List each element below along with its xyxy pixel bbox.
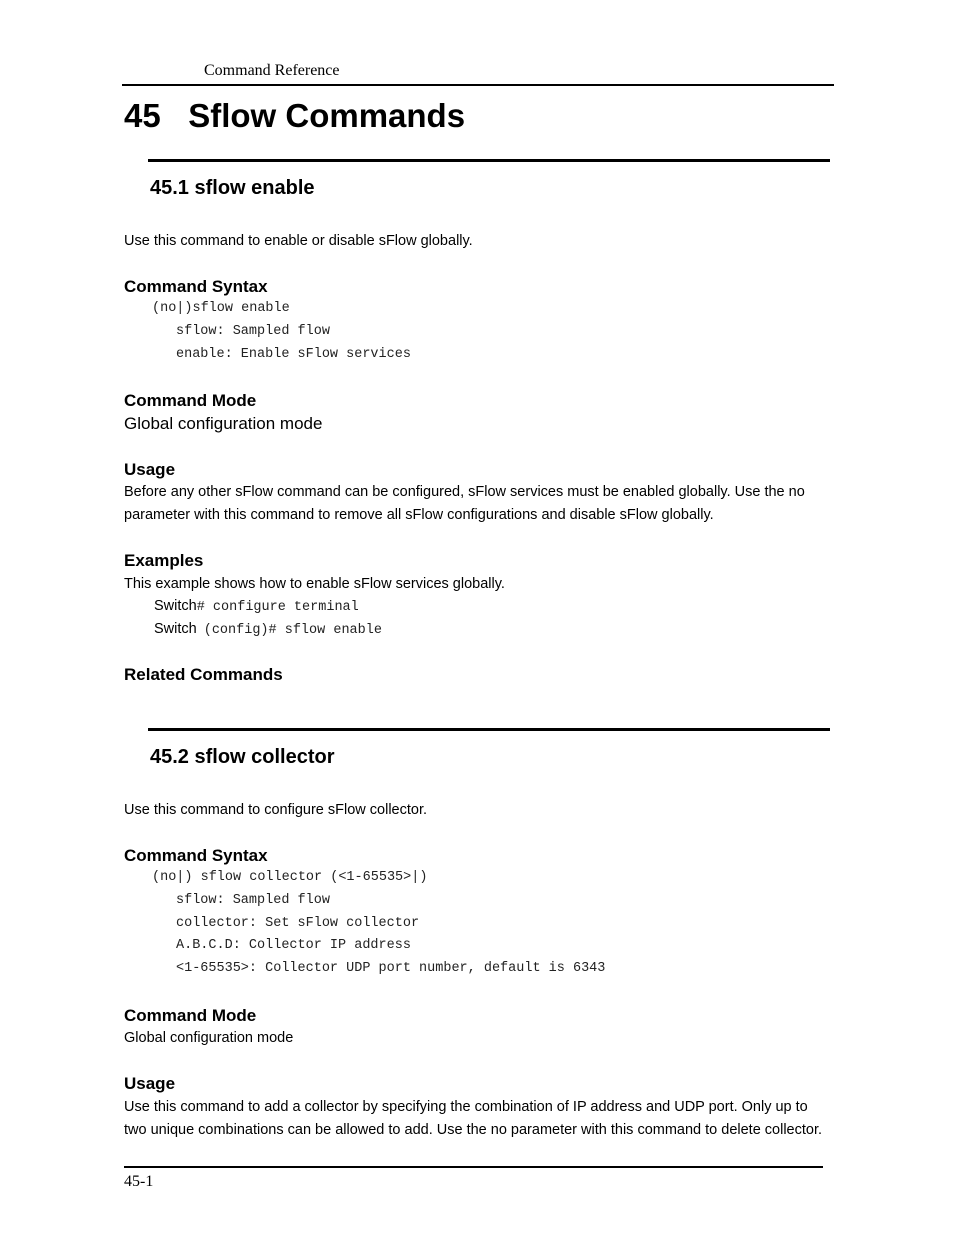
command-mode-heading: Command Mode bbox=[124, 1006, 257, 1025]
section-rule bbox=[148, 159, 830, 162]
syntax-line: enable: Enable sFlow services bbox=[176, 347, 411, 362]
header-rule bbox=[122, 84, 834, 86]
usage-heading: Usage bbox=[124, 460, 176, 479]
section-title: 45.1 sflow enable bbox=[150, 177, 315, 199]
syntax-line: collector: Set sFlow collector bbox=[176, 916, 420, 931]
syntax-line: sflow: Sampled flow bbox=[176, 893, 330, 908]
example-prompt: Switch bbox=[154, 598, 197, 614]
command-mode-text: Global configuration mode bbox=[124, 414, 323, 433]
section-title: 45.2 sflow collector bbox=[150, 746, 335, 768]
command-syntax-heading: Command Syntax bbox=[124, 846, 268, 865]
usage-text: parameter with this command to remove all sFlow configurations and disable sFlow globally. bbox=[124, 507, 714, 523]
usage-text: Before any other sFlow command can be configured, sFlow services must be enabled globally. Use the no bbox=[124, 484, 805, 500]
example-command: # configure terminal bbox=[196, 600, 359, 615]
chapter-title: 45 Sflow Commands bbox=[124, 97, 466, 134]
usage-text: two unique combinations can be allowed to add. Use the no parameter with this command to delete collector. bbox=[124, 1122, 823, 1138]
command-mode-text: Global configuration mode bbox=[124, 1030, 294, 1046]
page-number: 45-1 bbox=[124, 1173, 154, 1190]
example-command: (config)# sflow enable bbox=[203, 623, 382, 638]
examples-intro: This example shows how to enable sFlow services globally. bbox=[124, 576, 505, 592]
syntax-line: sflow: Sampled flow bbox=[176, 324, 330, 339]
section-intro: Use this command to enable or disable sFlow globally. bbox=[124, 233, 473, 249]
command-syntax-heading: Command Syntax bbox=[124, 277, 268, 296]
example-prompt: Switch bbox=[154, 621, 197, 637]
section-rule bbox=[148, 728, 830, 731]
usage-heading: Usage bbox=[124, 1074, 176, 1093]
section-intro: Use this command to configure sFlow collector. bbox=[124, 802, 428, 818]
syntax-line: (no|)sflow enable bbox=[152, 301, 290, 316]
syntax-line: (no|) sflow collector (<1-65535>|) bbox=[152, 870, 428, 885]
footer-rule bbox=[124, 1166, 823, 1168]
running-header: Command Reference bbox=[204, 62, 340, 79]
syntax-line: A.B.C.D: Collector IP address bbox=[176, 938, 411, 953]
related-commands-heading: Related Commands bbox=[124, 665, 283, 684]
example-line bbox=[154, 597, 359, 615]
command-mode-heading: Command Mode bbox=[124, 391, 257, 410]
examples-heading: Examples bbox=[124, 551, 204, 570]
example-line bbox=[154, 620, 382, 638]
usage-text: Use this command to add a collector by specifying the combination of IP address and UDP port. Only up to bbox=[124, 1099, 808, 1115]
syntax-line: <1-65535>: Collector UDP port number, default is 6343 bbox=[176, 961, 606, 976]
